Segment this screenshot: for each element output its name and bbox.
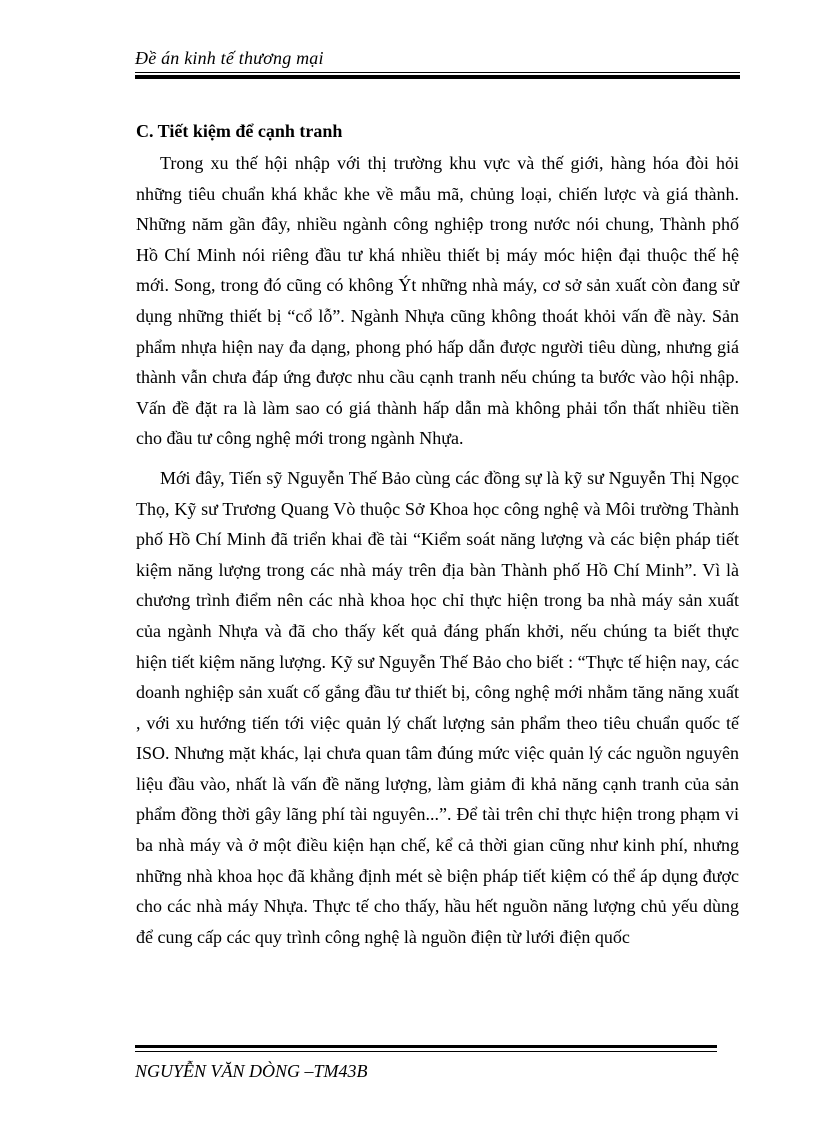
header-title: Đề án kinh tế thương mại [135,48,324,68]
footer-rule-thin [135,1051,717,1052]
section-heading: C. Tiết kiệm để cạnh tranh [136,121,343,141]
header-rule-thick [135,75,740,79]
document-body [136,118,739,961]
paragraph-1: Trong xu thế hội nhập với thị trường khu vực và thế giới, hàng hóa đòi hỏi những tiêu chuẩn khá khắc khe về mẫu mã, chủng loại, chiến lược và giá thành. Những năm gần đây, nhiều ngành công nghiệp trong nước nói chung, Thành phố Hồ Chí Minh nói riêng đầu tư khá nhiều thiết bị máy móc hiện đại thuộc thế hệ mới. Song, trong đó cũng có không Ýt những nhà máy, cơ sở sản xuất còn đang sử dụng những thiết bị “cổ lỗ”. Ngành Nhựa cũng không thoát khỏi vấn đề này. Sản phẩm nhựa hiện nay đa dạng, phong phó hấp dẫn được người tiêu dùng, nhưng giá thành vẫn chưa đáp ứng được nhu cầu cạnh tranh nếu chúng ta bước vào hội nhập. Vấn đề đặt ra là làm sao có giá thành hấp dẫn mà không phải tổn thất nhiều tiền cho đầu tư công nghệ mới trong ngành Nhựa. [136,153,739,449]
footer-rule-thick [135,1045,717,1048]
page-header [135,46,740,70]
header-rule-thin [135,72,740,73]
footer-author: NGUYỄN VĂN DÒNG –TM43B [135,1061,368,1081]
paragraph-2: Mới đây, Tiến sỹ Nguyễn Thế Bảo cùng các đồng sự là kỹ sư Nguyễn Thị Ngọc Thọ, Kỹ sư Trương Quang Vò thuộc Sở Khoa học công nghệ và Môi trường Thành phố Hồ Chí Minh đã triển khai đề tài “Kiểm soát năng lượng và các biện pháp tiết kiệm năng lượng trong các nhà máy trên địa bàn Thành phố Hồ Chí Minh”. Vì là chương trình điểm nên các nhà khoa học chỉ thực hiện trong ba nhà máy sản xuất của ngành Nhựa và đã cho thấy kết quả đáng phấn khởi, nếu chúng ta biết thực hiện tiết kiệm năng lượng. Kỹ sư Nguyễn Thế Bảo cho biết : “Thực tế hiện nay, các doanh nghiệp sản xuất cố gắng đầu tư thiết bị, công nghệ mới nhằm tăng năng xuất , với xu hướng tiến tới việc quản lý chất lượng sản phẩm theo tiêu chuẩn quốc tế ISO. Nhưng mặt khác, lại chưa quan tâm đúng mức việc quản lý các nguồn nguyên liệu đầu vào, nhất là vấn đề năng lượng, làm giảm đi khả năng cạnh tranh của sản phẩm đồng thời gây lãng phí tài nguyên...”. Để tài trên chỉ thực hiện trong phạm vi ba nhà máy và ở một điều kiện hạn chế, kể cả thời gian cũng như kinh phí, nhưng những nhà khoa học đã khẳng định mét sè biện pháp tiết kiệm có thể áp dụng được cho các nhà máy Nhựa. Thực tế cho thấy, hầu hết nguồn năng lượng chủ yếu dùng để cung cấp các quy trình công nghệ là nguồn điện từ lưới điện quốc [136,467,739,947]
